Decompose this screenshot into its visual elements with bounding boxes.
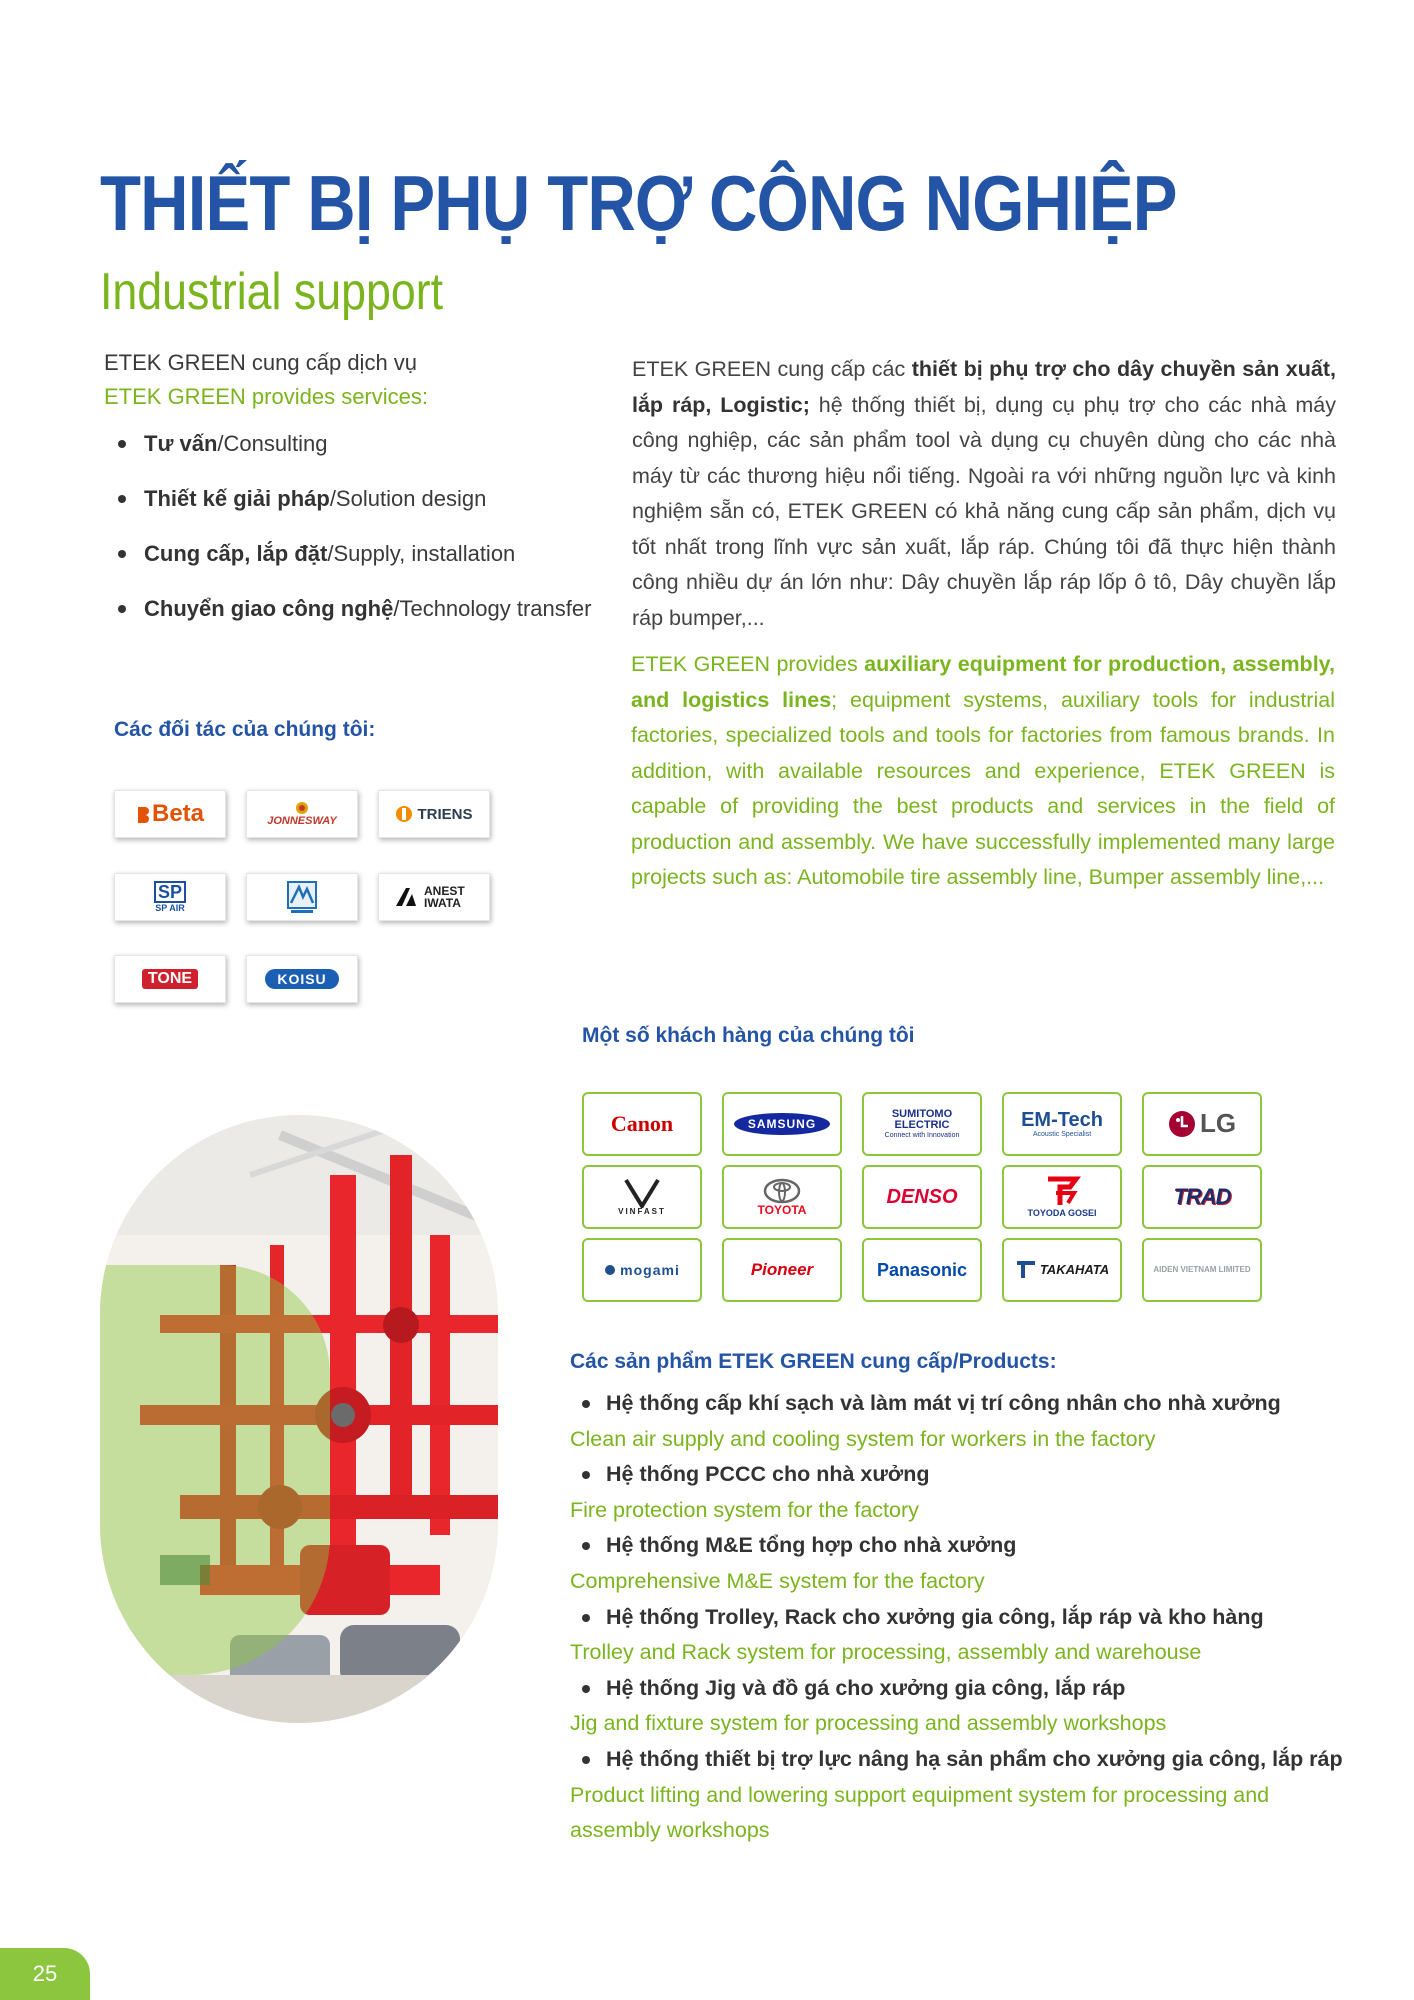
customer-logo-emtech xyxy=(1002,1092,1122,1156)
description-vi xyxy=(632,352,1336,636)
customer-name: TRAD xyxy=(1173,1184,1231,1210)
services-intro-en: ETEK GREEN provides services: xyxy=(104,384,428,409)
partner-name: Beta xyxy=(151,800,205,827)
product-item-en: Trolley and Rack system for processing, assembly and warehouse xyxy=(570,1640,1202,1664)
partner-logo-jonnesway xyxy=(246,790,358,838)
service-item xyxy=(118,526,591,581)
customer-name: Canon xyxy=(610,1111,674,1137)
partner-name: KOISU xyxy=(265,969,338,989)
service-name-en: /Solution design xyxy=(329,485,487,511)
product-name-vi: Hệ thống Jig và đồ gá cho xưởng gia công, lắp ráp xyxy=(606,1676,1126,1700)
mogami-emblem-icon xyxy=(604,1264,616,1276)
service-name-en: /Supply, installation xyxy=(327,540,516,566)
partner-logo-triens xyxy=(378,790,490,838)
product-item-en: Clean air supply and cooling system for workers in the factory xyxy=(570,1427,1156,1451)
service-name-en: /Technology transfer xyxy=(393,595,592,621)
customer-subname: Acoustic Specialist xyxy=(1032,1130,1092,1138)
product-name-vi: Hệ thống cấp khí sạch và làm mát vị trí công nhân cho nhà xưởng xyxy=(606,1391,1281,1415)
product-name-vi: Hệ thống PCCC cho nhà xưởng xyxy=(606,1462,930,1486)
partner-name: JONNESWAY xyxy=(267,815,337,827)
customer-name: AIDEN VIETNAM LIMITED xyxy=(1153,1264,1251,1274)
pipe-system-illustration xyxy=(100,1115,498,1723)
description-vi-highlight: thiết bị phụ trợ cho dây chuyền sản xuất, lắp ráp, Logistic; xyxy=(632,357,1336,417)
description-en-text-2: ; equipment systems, auxiliary tools for industrial factories, specialized tools and tools for factories from famous brands. In addition, with available resources and experience, ETEK GREEN is capable of providing the best products and services in the field of production and assembly. We have successfully implemented many large projects such as: Automobile tire assembly line, Bumper assembly line,... xyxy=(631,687,1335,889)
partner-name: ANEST IWATA xyxy=(424,884,465,910)
product-item-en: Comprehensive M&E system for the factory xyxy=(570,1569,985,1593)
customer-logo-takahata xyxy=(1002,1238,1122,1302)
product-item-en-continued: assembly workshops xyxy=(570,1818,770,1842)
customer-logo-sumitomo xyxy=(862,1092,982,1156)
blue-emblem-icon xyxy=(285,879,319,915)
partner-name: SP xyxy=(154,881,186,903)
customer-name: SUMITOMO ELECTRIC xyxy=(891,1107,953,1132)
customer-logo-trad xyxy=(1142,1165,1262,1229)
page-number-badge xyxy=(0,1948,90,2000)
customer-logo-toyota xyxy=(722,1165,842,1229)
fire-pump-room-photo xyxy=(100,1115,498,1723)
bullet-icon xyxy=(582,1471,590,1479)
customer-logo-mogami xyxy=(582,1238,702,1302)
product-item-vi xyxy=(570,1605,1362,1630)
customer-subname: Connect with Innovation xyxy=(884,1131,960,1139)
lg-emblem-icon xyxy=(1168,1110,1196,1138)
customer-name: LG xyxy=(1199,1108,1237,1139)
customer-logo-toyoda-gosei xyxy=(1002,1165,1122,1229)
customer-logo-canon xyxy=(582,1092,702,1156)
service-item xyxy=(118,471,591,526)
product-name-vi: Hệ thống thiết bị trợ lực nâng hạ sản phẩm cho xưởng gia công, lắp ráp xyxy=(606,1747,1343,1771)
service-item xyxy=(118,581,591,636)
product-item-vi xyxy=(570,1533,1362,1558)
product-item-vi xyxy=(570,1747,1362,1772)
product-item-en: Fire protection system for the factory xyxy=(570,1498,919,1522)
beta-logo xyxy=(136,800,204,828)
product-name-vi: Hệ thống M&E tổng hợp cho nhà xưởng xyxy=(606,1533,1017,1557)
product-item-vi xyxy=(570,1391,1362,1416)
customer-logo-aiden xyxy=(1142,1238,1262,1302)
bullet-icon xyxy=(582,1614,590,1622)
customer-name: EM-Tech xyxy=(1021,1108,1103,1131)
customer-name: TAKAHATA xyxy=(1039,1262,1110,1278)
bullet-icon xyxy=(582,1756,590,1764)
bullet-icon xyxy=(582,1400,590,1408)
vinfast-emblem-icon xyxy=(622,1178,662,1208)
partner-logo-anest-iwata xyxy=(378,873,490,921)
bullet-icon xyxy=(118,495,126,503)
product-item-vi xyxy=(570,1462,1362,1487)
customer-name: SAMSUNG xyxy=(734,1113,830,1136)
service-name-vi: Chuyển giao công nghệ xyxy=(144,595,394,621)
partner-logo-sp-air xyxy=(114,873,226,921)
customer-logo-lg xyxy=(1142,1092,1262,1156)
triens-emblem-icon xyxy=(395,805,413,823)
customer-logo-samsung xyxy=(722,1092,842,1156)
description-vi-text: ETEK GREEN cung cấp các xyxy=(632,357,912,381)
partner-name: TONE xyxy=(142,969,198,989)
bullet-icon xyxy=(582,1542,590,1550)
customer-name: TOYOTA xyxy=(757,1202,807,1217)
customer-logo-pioneer xyxy=(722,1238,842,1302)
customers-heading: Một số khách hàng của chúng tôi xyxy=(582,1024,915,1047)
product-item-vi xyxy=(570,1676,1362,1701)
partner-logo-tone xyxy=(114,955,226,1003)
toyota-emblem-icon xyxy=(763,1178,801,1204)
product-item-en: Jig and fixture system for processing and assembly workshops xyxy=(570,1711,1167,1735)
service-name-vi: Cung cấp, lắp đặt xyxy=(144,540,328,566)
products-heading: Các sản phẩm ETEK GREEN cung cấp/Products: xyxy=(570,1350,1057,1373)
service-name-vi: Thiết kế giải pháp xyxy=(144,485,330,511)
bullet-icon xyxy=(118,605,126,613)
partner-logo-blue-emblem xyxy=(246,873,358,921)
services-intro-vi: ETEK GREEN cung cấp dịch vụ xyxy=(104,350,418,375)
customer-name: VINFAST xyxy=(618,1206,666,1216)
bullet-icon xyxy=(118,550,126,558)
partner-logo-beta xyxy=(114,790,226,838)
product-item-en: Product lifting and lowering support equipment system for processing and xyxy=(570,1783,1270,1807)
service-name-vi: Tư vấn xyxy=(144,430,218,456)
customer-logo-panasonic xyxy=(862,1238,982,1302)
customer-name: Panasonic xyxy=(876,1259,968,1280)
customer-logo-denso xyxy=(862,1165,982,1229)
partner-subname: SP AIR xyxy=(155,903,185,913)
customer-name: TOYODA GOSEI xyxy=(1027,1208,1097,1219)
page-title: THIẾT BỊ PHỤ TRỢ CÔNG NGHIỆP xyxy=(100,159,1177,247)
page-subtitle: Industrial support xyxy=(100,263,444,321)
bullet-icon xyxy=(582,1685,590,1693)
service-name-en: /Consulting xyxy=(217,430,328,456)
services-list xyxy=(118,416,591,636)
toyoda-gosei-emblem-icon xyxy=(1042,1175,1082,1209)
description-vi-text-2: hệ thống thiết bị, dụng cụ phụ trợ cho các nhà máy công nghiệp, các sản phẩm tool và dụng cụ chuyên dùng cho các nhà máy từ các thương hiệu nổi tiếng. Ngoài ra với những nguồn lực và kinh nghiệm sẵn có, ETEK GREEN có khả năng cung cấp sản phẩm, dịch vụ tốt nhất trong lĩnh vực sản xuất, lắp ráp. Chúng tôi đã thực hiện thành công nhiều dự án lớn như: Dây chuyền lắp ráp lốp ô tô, Dây chuyền lắp ráp bumper,... xyxy=(632,392,1336,630)
partner-logo-koisu xyxy=(246,955,358,1003)
customer-name: Pioneer xyxy=(750,1260,814,1280)
partners-heading: Các đối tác của chúng tôi: xyxy=(114,718,376,741)
customer-name: DENSO xyxy=(886,1185,958,1208)
product-name-vi: Hệ thống Trolley, Rack cho xưởng gia công, lắp ráp và kho hàng xyxy=(606,1605,1264,1629)
jonnesway-emblem-icon xyxy=(295,801,309,815)
customer-name: mogami xyxy=(620,1261,680,1278)
description-en-highlight: auxiliary equipment for production, assembly, and logistics lines xyxy=(631,652,1335,712)
description-en xyxy=(631,647,1335,896)
service-item xyxy=(118,416,591,471)
customer-logo-vinfast xyxy=(582,1165,702,1229)
partner-name: TRIENS xyxy=(417,805,473,823)
takahata-emblem-icon xyxy=(1015,1260,1037,1280)
bullet-icon xyxy=(118,440,126,448)
page-number: 25 xyxy=(32,1961,58,1986)
anest-iwata-emblem-icon xyxy=(394,886,420,908)
description-en-text: ETEK GREEN provides xyxy=(631,652,865,676)
